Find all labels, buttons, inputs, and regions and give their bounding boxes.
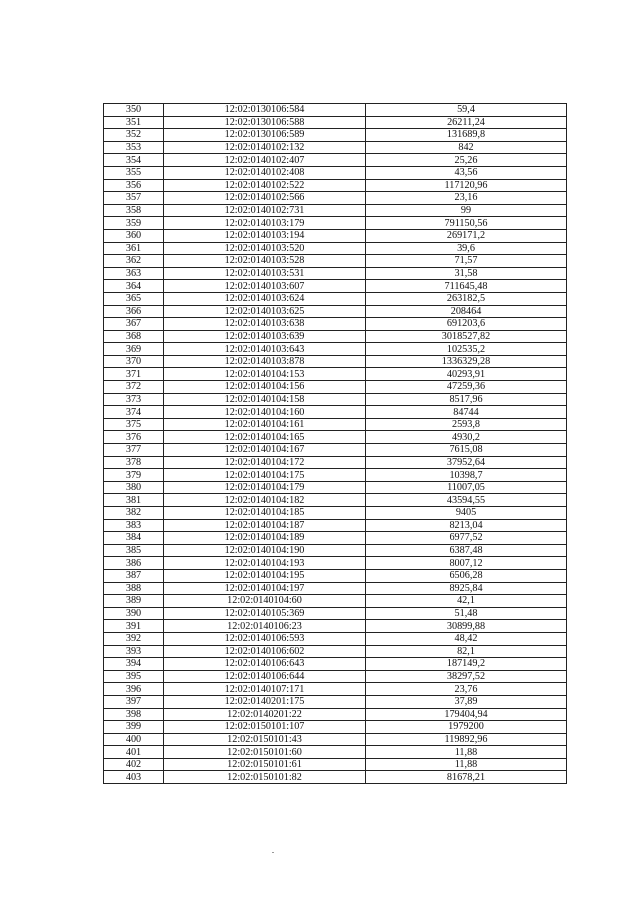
cadastral-number-cell: 12:02:0140106:643 <box>164 658 366 671</box>
cadastral-number-cell: 12:02:0140104:193 <box>164 557 366 570</box>
row-number-cell: 370 <box>104 355 164 368</box>
scan-speck <box>272 852 274 853</box>
table-body <box>104 104 567 784</box>
value-cell: 119892,96 <box>366 733 567 746</box>
table-row <box>104 368 567 381</box>
value-cell: 8007,12 <box>366 557 567 570</box>
value-cell: 8925,84 <box>366 582 567 595</box>
row-number-cell: 401 <box>104 746 164 759</box>
value-cell: 791150,56 <box>366 217 567 230</box>
value-cell: 6387,48 <box>366 544 567 557</box>
table-row <box>104 658 567 671</box>
row-number-cell: 350 <box>104 104 164 117</box>
table-row <box>104 771 567 784</box>
cadastral-number-cell: 12:02:0150101:61 <box>164 758 366 771</box>
table-row <box>104 330 567 343</box>
row-number-cell: 395 <box>104 670 164 683</box>
value-cell: 842 <box>366 141 567 154</box>
value-cell: 40293,91 <box>366 368 567 381</box>
cadastral-number-cell: 12:02:0140104:167 <box>164 444 366 457</box>
table-row <box>104 469 567 482</box>
row-number-cell: 378 <box>104 456 164 469</box>
cadastral-number-cell: 12:02:0150101:43 <box>164 733 366 746</box>
row-number-cell: 390 <box>104 607 164 620</box>
row-number-cell: 391 <box>104 620 164 633</box>
row-number-cell: 364 <box>104 280 164 293</box>
table-row <box>104 557 567 570</box>
row-number-cell: 403 <box>104 771 164 784</box>
table-row <box>104 746 567 759</box>
cadastral-number-cell: 12:02:0140104:182 <box>164 494 366 507</box>
table-row <box>104 758 567 771</box>
value-cell: 1336329,28 <box>366 355 567 368</box>
row-number-cell: 393 <box>104 645 164 658</box>
row-number-cell: 369 <box>104 343 164 356</box>
table-row <box>104 620 567 633</box>
table-row <box>104 431 567 444</box>
value-cell: 208464 <box>366 305 567 318</box>
value-cell: 187149,2 <box>366 658 567 671</box>
table-row <box>104 129 567 142</box>
value-cell: 711645,48 <box>366 280 567 293</box>
table-row <box>104 708 567 721</box>
cadastral-number-cell: 12:02:0140103:625 <box>164 305 366 318</box>
cadastral-number-cell: 12:02:0140103:639 <box>164 330 366 343</box>
value-cell: 23,16 <box>366 192 567 205</box>
cadastral-number-cell: 12:02:0140103:531 <box>164 267 366 280</box>
value-cell: 6506,28 <box>366 569 567 582</box>
value-cell: 84744 <box>366 406 567 419</box>
row-number-cell: 373 <box>104 393 164 406</box>
table-row <box>104 733 567 746</box>
cadastral-number-cell: 12:02:0140106:23 <box>164 620 366 633</box>
value-cell: 37,89 <box>366 695 567 708</box>
table-row <box>104 381 567 394</box>
table-row <box>104 292 567 305</box>
cadastral-number-cell: 12:02:0130106:588 <box>164 116 366 129</box>
cadastral-number-cell: 12:02:0140104:60 <box>164 595 366 608</box>
value-cell: 30899,88 <box>366 620 567 633</box>
row-number-cell: 400 <box>104 733 164 746</box>
cadastral-number-cell: 12:02:0140201:22 <box>164 708 366 721</box>
value-cell: 8213,04 <box>366 519 567 532</box>
cadastral-number-cell: 12:02:0150101:60 <box>164 746 366 759</box>
cadastral-number-cell: 12:02:0140104:158 <box>164 393 366 406</box>
cadastral-number-cell: 12:02:0140103:528 <box>164 255 366 268</box>
row-number-cell: 353 <box>104 141 164 154</box>
table-row <box>104 116 567 129</box>
row-number-cell: 368 <box>104 330 164 343</box>
table-row <box>104 645 567 658</box>
value-cell: 8517,96 <box>366 393 567 406</box>
cadastral-number-cell: 12:02:0140102:407 <box>164 154 366 167</box>
table-row <box>104 355 567 368</box>
row-number-cell: 380 <box>104 481 164 494</box>
value-cell: 3018527,82 <box>366 330 567 343</box>
row-number-cell: 365 <box>104 292 164 305</box>
row-number-cell: 377 <box>104 444 164 457</box>
cadastral-number-cell: 12:02:0140104:161 <box>164 418 366 431</box>
table-row <box>104 229 567 242</box>
table-row <box>104 582 567 595</box>
table-row <box>104 444 567 457</box>
cadastral-number-cell: 12:02:0140201:175 <box>164 695 366 708</box>
cadastral-number-cell: 12:02:0140106:593 <box>164 632 366 645</box>
value-cell: 269171,2 <box>366 229 567 242</box>
table-row <box>104 217 567 230</box>
table-row <box>104 519 567 532</box>
table-row <box>104 255 567 268</box>
table-row <box>104 343 567 356</box>
value-cell: 26211,24 <box>366 116 567 129</box>
value-cell: 43594,55 <box>366 494 567 507</box>
row-number-cell: 388 <box>104 582 164 595</box>
table-row <box>104 632 567 645</box>
cadastral-number-cell: 12:02:0140103:878 <box>164 355 366 368</box>
table-row <box>104 104 567 117</box>
row-number-cell: 398 <box>104 708 164 721</box>
table-row <box>104 318 567 331</box>
cadastral-number-cell: 12:02:0140103:638 <box>164 318 366 331</box>
table-row <box>104 544 567 557</box>
value-cell: 71,57 <box>366 255 567 268</box>
cadastral-number-cell: 12:02:0140104:175 <box>164 469 366 482</box>
row-number-cell: 383 <box>104 519 164 532</box>
table-row <box>104 532 567 545</box>
row-number-cell: 381 <box>104 494 164 507</box>
cadastral-number-cell: 12:02:0140103:624 <box>164 292 366 305</box>
cadastral-number-cell: 12:02:0140103:194 <box>164 229 366 242</box>
cadastral-number-cell: 12:02:0140104:165 <box>164 431 366 444</box>
row-number-cell: 376 <box>104 431 164 444</box>
cadastral-number-cell: 12:02:0140104:179 <box>164 481 366 494</box>
table-row <box>104 607 567 620</box>
table-row <box>104 305 567 318</box>
row-number-cell: 374 <box>104 406 164 419</box>
cadastral-number-cell: 12:02:0140106:602 <box>164 645 366 658</box>
cadastral-number-cell: 12:02:0140105:369 <box>164 607 366 620</box>
row-number-cell: 371 <box>104 368 164 381</box>
cadastral-number-cell: 12:02:0150101:82 <box>164 771 366 784</box>
table-row <box>104 141 567 154</box>
table-row <box>104 192 567 205</box>
row-number-cell: 361 <box>104 242 164 255</box>
cadastral-number-cell: 12:02:0150101:107 <box>164 721 366 734</box>
table-row <box>104 721 567 734</box>
cadastral-number-cell: 12:02:0140103:643 <box>164 343 366 356</box>
table-row <box>104 507 567 520</box>
value-cell: 11,88 <box>366 758 567 771</box>
cadastral-number-cell: 12:02:0140104:190 <box>164 544 366 557</box>
cadastral-number-cell: 12:02:0130106:584 <box>164 104 366 117</box>
value-cell: 31,58 <box>366 267 567 280</box>
row-number-cell: 363 <box>104 267 164 280</box>
row-number-cell: 396 <box>104 683 164 696</box>
value-cell: 7615,08 <box>366 444 567 457</box>
cadastral-number-cell: 12:02:0140107:171 <box>164 683 366 696</box>
value-cell: 691203,6 <box>366 318 567 331</box>
cadastral-number-cell: 12:02:0140104:189 <box>164 532 366 545</box>
row-number-cell: 379 <box>104 469 164 482</box>
row-number-cell: 352 <box>104 129 164 142</box>
cadastral-value-table <box>103 103 567 784</box>
value-cell: 43,56 <box>366 166 567 179</box>
value-cell: 82,1 <box>366 645 567 658</box>
cadastral-number-cell: 12:02:0140102:408 <box>164 166 366 179</box>
value-cell: 47259,36 <box>366 381 567 394</box>
table-row <box>104 154 567 167</box>
value-cell: 23,76 <box>366 683 567 696</box>
table-row <box>104 166 567 179</box>
row-number-cell: 402 <box>104 758 164 771</box>
value-cell: 25,26 <box>366 154 567 167</box>
table-row <box>104 393 567 406</box>
cadastral-number-cell: 12:02:0140104:185 <box>164 507 366 520</box>
row-number-cell: 387 <box>104 569 164 582</box>
value-cell: 11007,05 <box>366 481 567 494</box>
table-row <box>104 494 567 507</box>
table-row <box>104 204 567 217</box>
value-cell: 9405 <box>366 507 567 520</box>
row-number-cell: 358 <box>104 204 164 217</box>
cadastral-number-cell: 12:02:0140104:172 <box>164 456 366 469</box>
value-cell: 263182,5 <box>366 292 567 305</box>
cadastral-number-cell: 12:02:0140102:522 <box>164 179 366 192</box>
row-number-cell: 389 <box>104 595 164 608</box>
cadastral-number-cell: 12:02:0140103:179 <box>164 217 366 230</box>
cadastral-number-cell: 12:02:0140104:153 <box>164 368 366 381</box>
value-cell: 51,48 <box>366 607 567 620</box>
value-cell: 99 <box>366 204 567 217</box>
row-number-cell: 355 <box>104 166 164 179</box>
table-row <box>104 179 567 192</box>
row-number-cell: 375 <box>104 418 164 431</box>
row-number-cell: 384 <box>104 532 164 545</box>
table-row <box>104 683 567 696</box>
row-number-cell: 351 <box>104 116 164 129</box>
row-number-cell: 359 <box>104 217 164 230</box>
row-number-cell: 385 <box>104 544 164 557</box>
table-row <box>104 695 567 708</box>
value-cell: 102535,2 <box>366 343 567 356</box>
table-row <box>104 242 567 255</box>
row-number-cell: 392 <box>104 632 164 645</box>
table-row <box>104 670 567 683</box>
row-number-cell: 397 <box>104 695 164 708</box>
value-cell: 11,88 <box>366 746 567 759</box>
cadastral-number-cell: 12:02:0140104:160 <box>164 406 366 419</box>
value-cell: 42,1 <box>366 595 567 608</box>
row-number-cell: 366 <box>104 305 164 318</box>
row-number-cell: 399 <box>104 721 164 734</box>
value-cell: 48,42 <box>366 632 567 645</box>
table-row <box>104 267 567 280</box>
row-number-cell: 386 <box>104 557 164 570</box>
value-cell: 10398,7 <box>366 469 567 482</box>
value-cell: 59,4 <box>366 104 567 117</box>
value-cell: 131689,8 <box>366 129 567 142</box>
table-row <box>104 481 567 494</box>
row-number-cell: 360 <box>104 229 164 242</box>
cadastral-number-cell: 12:02:0140104:197 <box>164 582 366 595</box>
value-cell: 4930,2 <box>366 431 567 444</box>
row-number-cell: 372 <box>104 381 164 394</box>
value-cell: 1979200 <box>366 721 567 734</box>
cadastral-number-cell: 12:02:0140104:156 <box>164 381 366 394</box>
value-cell: 2593,8 <box>366 418 567 431</box>
row-number-cell: 357 <box>104 192 164 205</box>
value-cell: 179404,94 <box>366 708 567 721</box>
cadastral-number-cell: 12:02:0140103:607 <box>164 280 366 293</box>
value-cell: 39,6 <box>366 242 567 255</box>
cadastral-number-cell: 12:02:0140104:195 <box>164 569 366 582</box>
row-number-cell: 382 <box>104 507 164 520</box>
row-number-cell: 367 <box>104 318 164 331</box>
row-number-cell: 356 <box>104 179 164 192</box>
cadastral-number-cell: 12:02:0140102:132 <box>164 141 366 154</box>
cadastral-number-cell: 12:02:0130106:589 <box>164 129 366 142</box>
table-row <box>104 280 567 293</box>
table-row <box>104 418 567 431</box>
value-cell: 81678,21 <box>366 771 567 784</box>
value-cell: 38297,52 <box>366 670 567 683</box>
cadastral-number-cell: 12:02:0140106:644 <box>164 670 366 683</box>
cadastral-number-cell: 12:02:0140102:566 <box>164 192 366 205</box>
table-row <box>104 456 567 469</box>
table-row <box>104 569 567 582</box>
cadastral-number-cell: 12:02:0140102:731 <box>164 204 366 217</box>
value-cell: 37952,64 <box>366 456 567 469</box>
row-number-cell: 354 <box>104 154 164 167</box>
table-row <box>104 406 567 419</box>
value-cell: 6977,52 <box>366 532 567 545</box>
cadastral-number-cell: 12:02:0140104:187 <box>164 519 366 532</box>
value-cell: 117120,96 <box>366 179 567 192</box>
cadastral-number-cell: 12:02:0140103:520 <box>164 242 366 255</box>
table-row <box>104 595 567 608</box>
row-number-cell: 362 <box>104 255 164 268</box>
row-number-cell: 394 <box>104 658 164 671</box>
